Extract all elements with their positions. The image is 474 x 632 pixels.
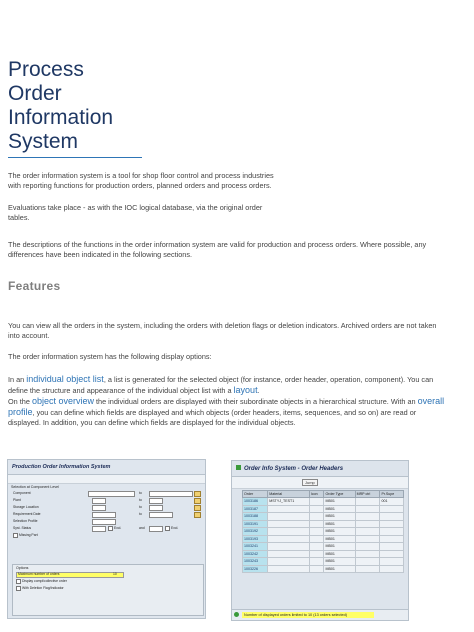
table-cell [380,558,404,566]
table-cell [309,535,324,543]
excl-label: Excl. [171,526,179,530]
table-cell: MB01 [324,520,355,528]
excl-checkbox[interactable] [108,526,113,531]
production-order-info-screenshot [7,459,206,619]
table-cell [309,528,324,536]
table-row[interactable] [243,565,404,573]
column-header[interactable]: Icon [309,491,324,498]
order-number-cell: 1003241 [243,543,268,551]
table-row[interactable] [243,543,404,551]
table-cell: MB01 [324,558,355,566]
table-cell [309,565,324,573]
shot1-toolbar [8,475,205,484]
shot1-field-label: Selection Profile [13,519,38,523]
order-number-cell: 1003191 [243,520,268,528]
jump-button[interactable]: Jump [302,479,318,486]
order-number-cell: 1003242 [243,550,268,558]
table-cell [268,565,310,573]
options-group [12,564,204,616]
table-cell [309,558,324,566]
column-header[interactable]: Material [268,491,310,498]
opt2-rest-c: displayed. In addition, you can define which fields are displayed for the individual objects. [8,418,296,427]
table-cell [309,520,324,528]
table-cell [380,543,404,551]
table-row[interactable] [243,505,404,513]
column-header[interactable]: Order Type [324,491,355,498]
intro-paragraph-3 [8,240,426,260]
page-title [8,58,113,154]
table-cell [268,520,310,528]
table-row[interactable] [243,558,404,566]
overall-profile-link-b[interactable]: profile [8,407,33,417]
shot2-title [232,461,408,477]
table-cell: MB01 [324,543,355,551]
intro-3-line-b: differences have been indicated in the following sections. [8,250,193,259]
table-cell [309,505,324,513]
display-collective-checkbox[interactable] [16,579,21,584]
table-row[interactable] [243,535,404,543]
intro-1-line-a: The order information system is a tool for shop floor control and process industries [8,171,274,180]
table-cell [355,535,380,543]
table-row[interactable] [243,498,404,506]
table-cell [309,543,324,551]
table-cell [309,550,324,558]
order-number-cell: 1003226 [243,565,268,573]
to-label: to [139,491,142,495]
order-headers-table [242,490,404,573]
order-number-cell: 1003243 [243,558,268,566]
and-label: and [139,526,145,530]
status-bar [232,609,408,620]
table-cell [355,558,380,566]
opt1-prefix: In an [8,375,27,384]
intro-paragraph-1 [8,171,274,191]
missing-part-checkbox[interactable] [13,533,18,538]
order-number-cell: 1003192 [243,528,268,536]
opt1-rest-a: , a list is generated for the selected object (for instance, order header, operation, component). You can [103,375,434,384]
column-header[interactable]: Order [243,491,268,498]
status-ok-icon [234,612,239,617]
options-row [13,571,203,578]
shot2-toolbar [232,477,408,489]
table-row[interactable] [243,520,404,528]
opt1-rest-b: define the structure and appearance of the individual object list with a [8,386,234,395]
feat-1-line-b: into account. [8,331,50,340]
option-individual-object-list [8,374,433,396]
deletion-flag-label: With Deletion Flag/Indicator [22,586,64,590]
shot1-field-row [8,525,205,532]
option-object-overview [8,396,444,428]
table-cell [355,528,380,536]
individual-object-list-link[interactable]: individual object list [26,374,104,384]
table-cell: MB01 [324,505,355,513]
order-headers-screenshot [231,460,409,621]
shot1-field-label: Syst. Status [13,526,32,530]
shot1-field-row [8,511,205,518]
table-cell [380,528,404,536]
order-number-cell: 1003186 [243,498,268,506]
to-label: to [139,512,142,516]
opt2-rest-a: the individual orders are displayed with their subordinate objects in a hierarchical structure. With an [93,397,418,406]
table-row[interactable] [243,550,404,558]
object-overview-link[interactable]: object overview [31,396,94,406]
shot1-field-label: Requirement Date [13,512,41,516]
opt2-prefix: On the [8,397,32,406]
table-cell [268,528,310,536]
table-cell [268,535,310,543]
options-row [13,585,203,592]
intro-1-line-b: with reporting functions for production orders, planned orders and process orders. [8,181,272,190]
title-line-4: System [8,130,79,153]
shot1-field-label: Missing Part [19,533,38,537]
features-paragraph-1 [8,321,436,341]
overall-profile-link-a[interactable]: overall [417,396,445,406]
table-cell [380,513,404,521]
shot2-app-icon [236,465,241,470]
table-cell [355,513,380,521]
table-cell [355,498,380,506]
excl-checkbox[interactable] [165,526,170,531]
table-row[interactable] [243,528,404,536]
shot1-field-row [8,497,205,504]
order-number-cell: 1003188 [243,513,268,521]
shot1-group-label: Selection at Component Level [11,485,59,489]
table-header-row [243,491,404,498]
order-number-cell: 1003187 [243,505,268,513]
shot2-title-text: Order Info System - Order Headers [244,466,344,472]
table-cell [268,505,310,513]
display-collective-label: Display compl/collective order [22,579,67,583]
shot1-field-label: Plant [13,498,21,502]
shot1-field-label: Storage Location [13,505,39,509]
table-cell [268,543,310,551]
features-heading: Features [8,279,61,293]
excl-label: Excl. [114,526,122,530]
intro-3-line-a: The descriptions of the functions in the order information system are valid for production and process orders. Where possible, any [8,240,427,249]
intro-2-line-b: tables. [8,213,30,222]
status-message: Number of displayed orders limited to 10 (13 orders selected) [242,612,374,618]
shot1-title: Production Order Information System [8,460,205,475]
intro-2-line-a: Evaluations take place - as with the IOC logical database, via the original order [8,203,263,212]
to-label: to [139,498,142,502]
title-underline [8,157,142,158]
options-row [13,578,203,585]
features-paragraph-2: The order information system has the following display options: [8,352,212,361]
to-label: to [139,505,142,509]
layout-link[interactable]: layout [233,385,258,395]
table-cell [309,498,324,506]
order-rows [243,498,404,573]
table-cell [380,520,404,528]
opt2-rest-b: , you can define which fields are displayed and which objects (order headers, items, sequences, and so on) are read or [32,408,417,417]
table-cell [355,565,380,573]
table-cell [268,558,310,566]
table-cell [355,550,380,558]
order-number-cell: 1003193 [243,535,268,543]
options-label: Options [16,566,29,570]
table-cell [355,520,380,528]
shot1-field-row [8,532,205,539]
table-cell [268,550,310,558]
max-orders-label: Maximum number of orders [18,572,60,576]
table-cell: 001 [380,498,404,506]
opt1-rest-b-post: . [257,386,260,395]
title-line-1: Process [8,58,84,81]
table-cell: MB01 [324,498,355,506]
deletion-flag-checkbox[interactable] [16,586,21,591]
max-orders-value[interactable]: 10 [113,572,117,576]
title-line-2: Order [8,82,62,105]
table-cell [309,513,324,521]
column-header[interactable]: MRP ctrl [355,491,380,498]
table-cell [380,550,404,558]
table-cell [268,513,310,521]
shot1-field-row [8,518,205,525]
shot1-field-row [8,504,205,511]
feat-1-line-a: You can view all the orders in the system, including the orders with deletion flags or deletion indicators. Archived orders are not taken [8,321,437,330]
shot1-field-label: Component [13,491,31,495]
table-cell: MB01 [324,550,355,558]
title-line-3: Information [8,106,114,129]
shot1-field-row [8,490,205,497]
table-cell [355,505,380,513]
table-row[interactable] [243,513,404,521]
table-cell: MB01 [324,565,355,573]
table-cell: MB01 [324,528,355,536]
table-cell [355,543,380,551]
table-cell [380,505,404,513]
table-cell: MB01 [324,513,355,521]
table-cell: MB01 [324,535,355,543]
intro-paragraph-2 [8,203,262,223]
table-cell [380,535,404,543]
table-cell [380,565,404,573]
column-header[interactable]: Pr.Supe [380,491,404,498]
table-cell: MSTYJ_TEST1 [268,498,310,506]
